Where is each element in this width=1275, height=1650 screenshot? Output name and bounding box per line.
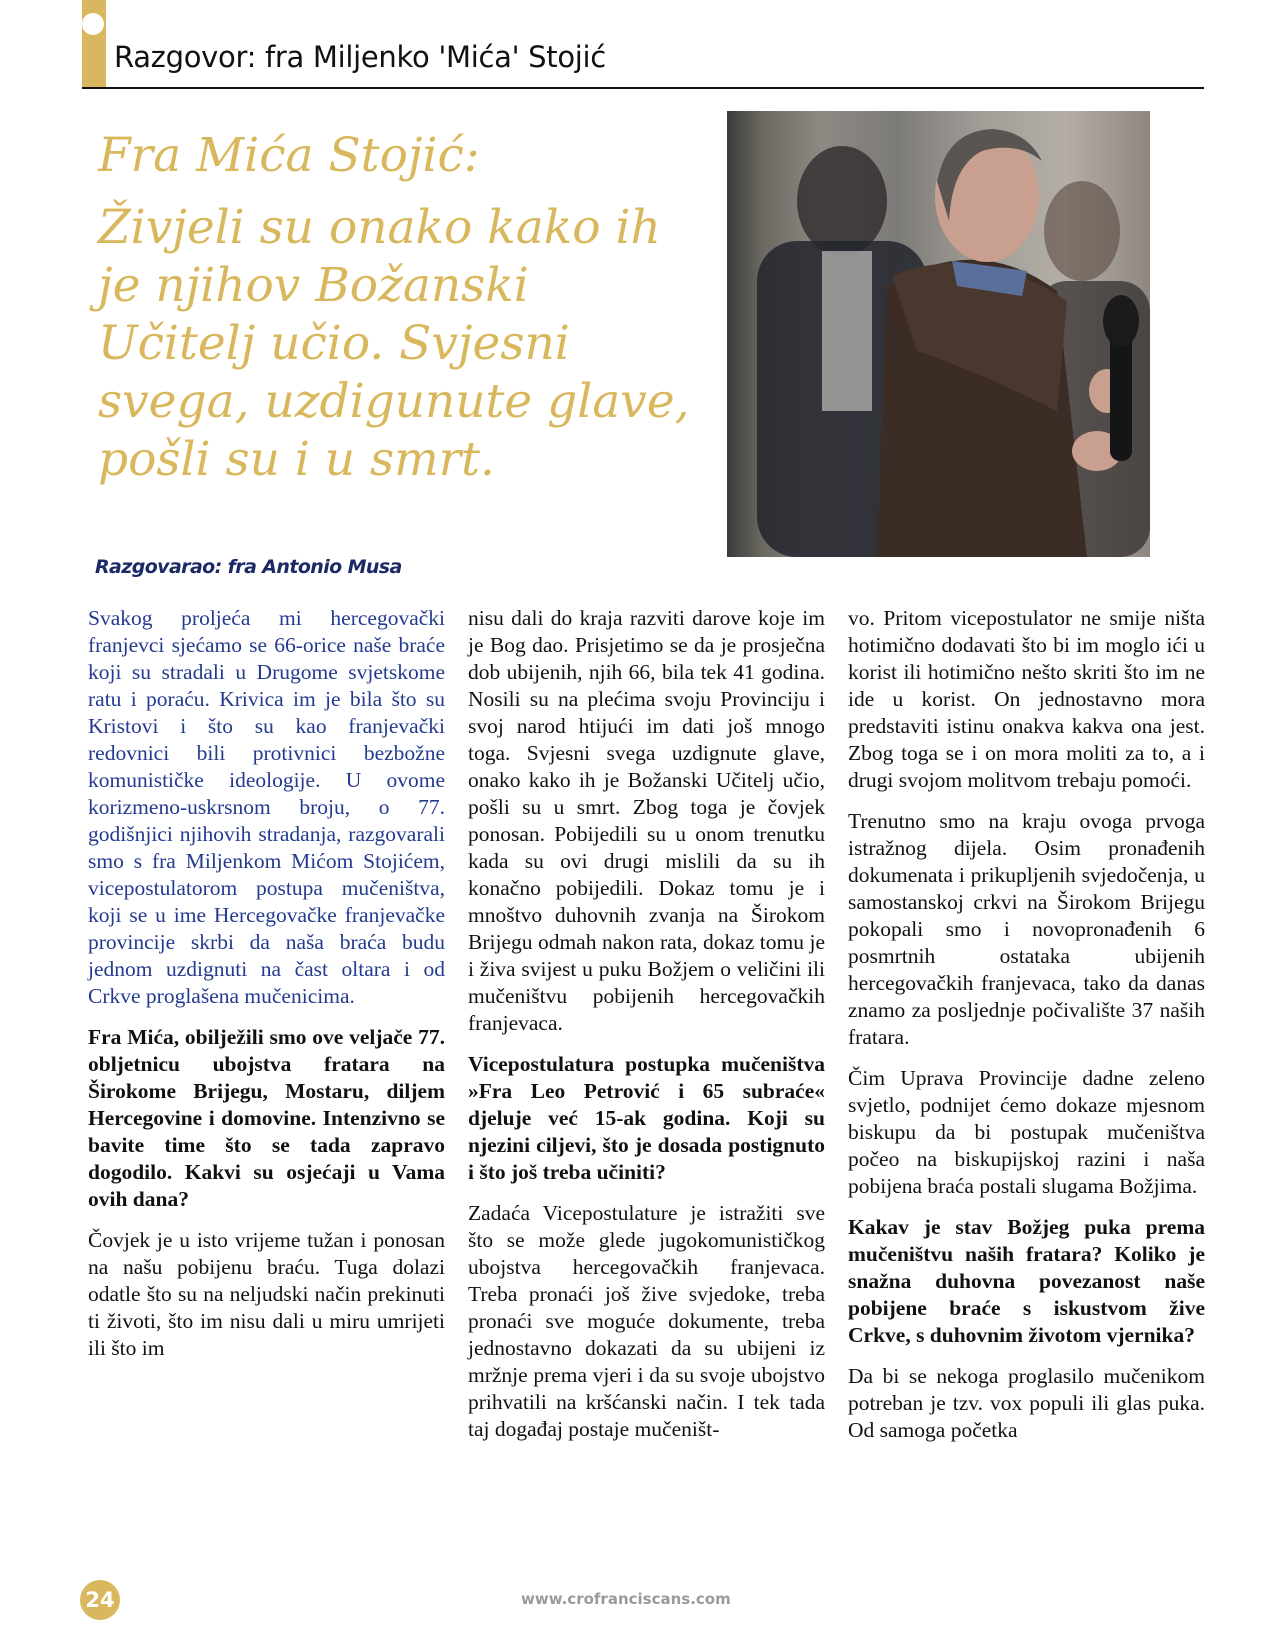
headline [98, 125, 698, 489]
article-column-2 [468, 605, 825, 1457]
interview-answer: Zadaća Vicepostulature je istražiti sve što se može glede jugokomunističkog ubojstva hercegovačkih franjevaca. Treba pronaći još žive svjedoke, treba pronaći sve moguće dokumente, treba jednostavno dokazati da su ubijeni iz mržnje prema vjeri i da su svoje ubojstvo prihvatili na kršćanski način. I tek tada taj događaj postaje mučeništ- [468, 1201, 825, 1441]
interview-question: Kakav je stav Božjeg puka prema mučeništvu naših fratara? Koliko je snažna duhovna povezanost naše pobijene braće s iskustvom žive Crkve, s duhovnim životom vjernika? [848, 1215, 1205, 1347]
footer-website-link[interactable]: www.crofranciscans.com [521, 1590, 731, 1608]
headline-name: Fra Mića Stojić: [98, 128, 480, 183]
article-column-1 [88, 605, 445, 1376]
interview-answer: nisu dali do kraja razviti darove koje im je Bog dao. Prisjetimo se da je prosječna dob ubijenih, njih 66, bila tek 41 godina. Nosili su na plećima svoju Provinciju i svoj narod htijući im dati još mnogo toga. Svjesni svega uzdignute glave, onako kako ih je Božanski Učitelj učio, pošli su u smrt. Zbog toga je čovjek ponosan. Pobijedili su u onom trenutku kada su ovi drugi mislili da su ih konačno pobijedili. Dokaz tomu je i mnoštvo duhovnih zvanja na Širokom Brijegu odmah nakon rata, dokaz tomu je i živa svijest u puku Božjem o veličini ili mučeništvu pobijenih hercegovačkih franjevaca. [468, 606, 825, 1035]
interview-question: Vicepostulatura postupka mučeništva »Fra Leo Petrović i 65 subraće« djeluje već 15-ak godina. Koji su njezini ciljevi, što je dosada postignuto i što još treba učiniti? [468, 1052, 825, 1184]
article-column-3 [848, 605, 1205, 1458]
photo-illustration [727, 111, 1150, 557]
intro-paragraph: Svakog proljeća mi hercegovački franjevci sjećamo se 66-orice naše braće koji su stradali u Drugome svjetskome ratu i poraću. Krivica im je bila što su Kristovi i što su kao franjevački redovnici bili protivnici bezbožne komunističke ideologije. U ovome korizmeno-uskrsnom broju, o 77. godišnjici njihovih stradanja, razgovarali smo s fra Miljenkom Mićom Stojićem, vicepostulatorom postupa mučeništva, koji se u ime Hercegovačke franjevačke provincije skrbi da naša braća budu jednom uzdignuti na čast oltara i od Crkve proglašena mučenicima. [88, 606, 445, 1008]
page-number-badge: 24 [80, 1580, 120, 1620]
interview-answer: vo. Pritom vicepostulator ne smije ništa hotimično dodavati što bi im moglo ići u korist ili hotimično nešto skriti što im ne ide u korist. On jednostavno mora predstaviti istinu onakva kakva ona jest. Zbog toga se i on mora moliti za to, a i drugi svojom molitvom trebaju pomoći. [848, 606, 1205, 792]
header-divider [82, 87, 1204, 89]
byline: Razgovarao: fra Antonio Musa [95, 556, 402, 578]
section-tab-marker [82, 0, 106, 88]
interview-answer: Trenutno smo na kraju ovoga prvoga istražnog dijela. Osim pronađenih dokumenata i prikupljenih svjedočenja, u samostanskoj crkvi na Širokom Brijegu pokopali smo i novopronađenih 6 posmrtnih ostataka ubijenih hercegovačkih franjevaca, tako da danas znamo za posljednje počivalište 37 naših fratara. [848, 809, 1205, 1049]
headline-quote: Živjeli su onako kako ih je njihov Božanski Učitelj učio. Svjesni svega, uzdigunute glave, pošli su i u smrt. [98, 200, 690, 487]
interview-answer: Čovjek je u isto vrijeme tužan i ponosan na našu pobijenu braću. Tuga dolazi odatle što su na neljudski način prekinuti ti životi, što im nisu dali u miru umrijeti ili što im [88, 1228, 445, 1360]
interview-question: Fra Mića, obilježili smo ove veljače 77. obljetnicu ubojstva fratara na Širokome Brijegu, Mostaru, diljem Hercegovine i domovine. Intenzivno se bavite time što se tada zapravo dogodilo. Kakvi su osjećaji u Vama ovih dana? [88, 1025, 445, 1211]
portrait-photo [727, 111, 1150, 557]
interview-answer: Da bi se nekoga proglasilo mučenikom potreban je tzv. vox populi ili glas puka. Od samoga početka [848, 1364, 1205, 1442]
section-title: Razgovor: fra Miljenko 'Mića' Stojić [114, 40, 606, 74]
interview-answer: Čim Uprava Provincije dadne zeleno svjetlo, podnijet ćemo dokaze mjesnom biskupu da bi postupak mučeništva počeo na biskupijskoj razini i naša pobijena braća postali slugama Božjima. [848, 1066, 1205, 1198]
tab-hole-decoration [82, 13, 104, 35]
